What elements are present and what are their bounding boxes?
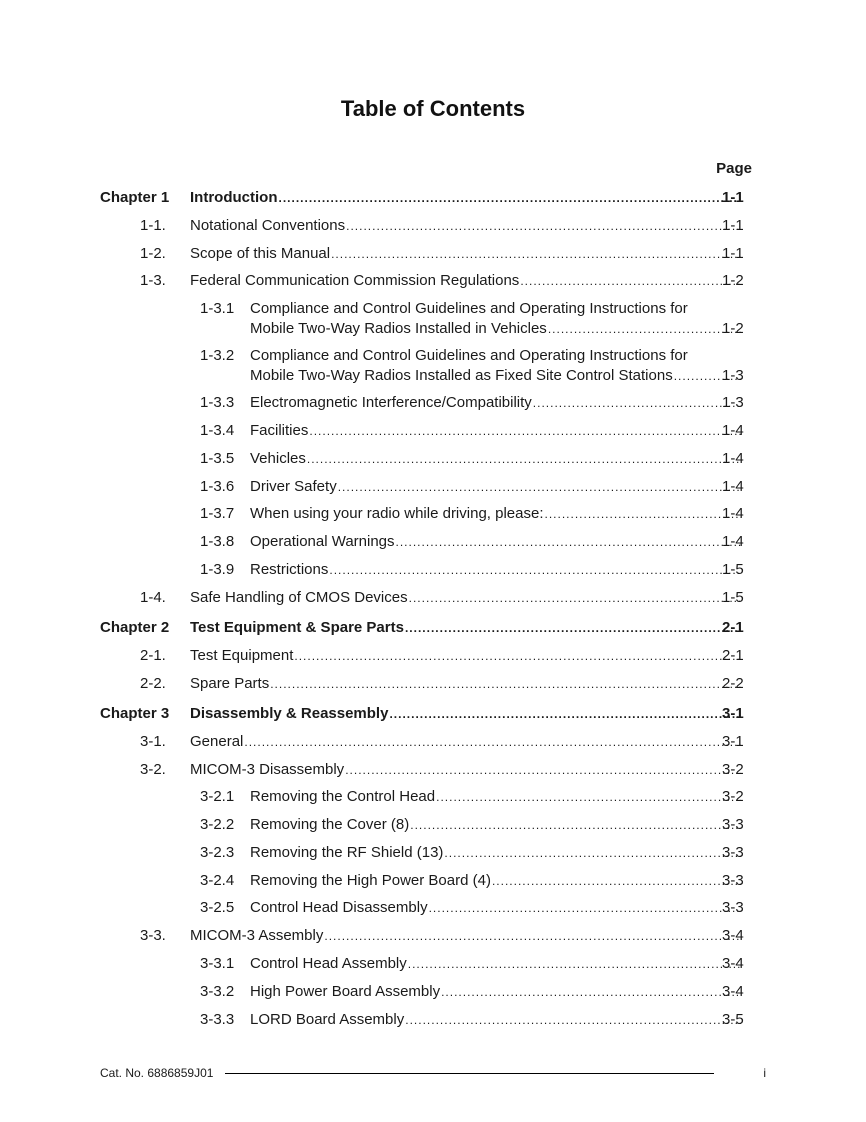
dot-leader bbox=[436, 787, 741, 807]
entry-page-number: 3-2 bbox=[722, 788, 744, 805]
entry-title: Federal Communication Commission Regulations bbox=[190, 272, 520, 289]
entry-page-number: 3-4 bbox=[722, 927, 744, 944]
entry-page-number: 1-4 bbox=[722, 533, 744, 550]
dot-leader bbox=[548, 319, 741, 339]
page-footer bbox=[100, 1066, 766, 1080]
entry-number: Chapter 2 bbox=[100, 619, 170, 636]
entry-page-number: 1-3 bbox=[722, 367, 744, 384]
entry-page-number: 1-3 bbox=[722, 394, 744, 411]
entry-title: When using your radio while driving, please: bbox=[250, 505, 544, 522]
entry-number: 1-3.9 bbox=[200, 561, 235, 578]
entry-number: 3-3.1 bbox=[200, 955, 235, 972]
entry-title: Removing the Control Head bbox=[250, 788, 436, 805]
entry-title: Introduction bbox=[190, 189, 278, 206]
entry-title: LORD Board Assembly bbox=[250, 1011, 405, 1028]
entry-number: 3-3.3 bbox=[200, 1011, 235, 1028]
dot-leader bbox=[294, 646, 741, 666]
entry-number: Chapter 3 bbox=[100, 705, 170, 722]
page-title: Table of Contents bbox=[340, 96, 526, 121]
entry-page-number: 1-5 bbox=[722, 561, 744, 578]
dot-leader bbox=[338, 477, 741, 497]
entry-number: 3-2.2 bbox=[200, 816, 235, 833]
entry-page-number: 1-2 bbox=[722, 272, 744, 289]
dot-leader bbox=[444, 843, 741, 863]
entry-number: 3-1. bbox=[140, 733, 166, 750]
entry-number: 1-3.8 bbox=[200, 533, 235, 550]
page-column-heading: Page bbox=[716, 160, 752, 177]
entry-number: 1-3.1 bbox=[200, 300, 235, 317]
entry-page-number: 3-3 bbox=[722, 844, 744, 861]
dot-leader bbox=[410, 815, 741, 835]
entry-page-number: 3-3 bbox=[722, 872, 744, 889]
dot-leader bbox=[492, 871, 741, 891]
footer-page-number: i bbox=[763, 1066, 766, 1080]
entry-number: 1-3.3 bbox=[200, 394, 235, 411]
entry-page-number: 3-3 bbox=[722, 899, 744, 916]
entry-page-number: 1-4 bbox=[722, 478, 744, 495]
entry-title: MICOM-3 Assembly bbox=[190, 927, 324, 944]
dot-leader bbox=[405, 1010, 741, 1030]
entry-number: 3-2.1 bbox=[200, 788, 235, 805]
entry-number: 2-2. bbox=[140, 675, 166, 692]
dot-leader bbox=[545, 504, 742, 524]
entry-number: 1-3.5 bbox=[200, 450, 235, 467]
entry-number: 1-1. bbox=[140, 217, 166, 234]
dot-leader bbox=[429, 898, 741, 918]
entry-page-number: 1-1 bbox=[722, 189, 744, 206]
entry-number: 1-3.4 bbox=[200, 422, 235, 439]
dot-leader bbox=[441, 982, 741, 1002]
entry-number: 1-3.7 bbox=[200, 505, 235, 522]
entry-page-number: 3-1 bbox=[722, 733, 744, 750]
entry-number: 2-1. bbox=[140, 647, 166, 664]
entry-title: Vehicles bbox=[250, 450, 306, 467]
entry-number: 1-3. bbox=[140, 272, 166, 289]
entry-title: MICOM-3 Disassembly bbox=[190, 761, 345, 778]
entry-title: Test Equipment & Spare Parts bbox=[190, 619, 404, 636]
entry-title: Electromagnetic Interference/Compatibility bbox=[250, 394, 532, 411]
entry-page-number: 1-4 bbox=[722, 422, 744, 439]
dot-leader bbox=[409, 588, 741, 608]
entry-number: 3-2.3 bbox=[200, 844, 235, 861]
entry-title: Removing the Cover (8) bbox=[250, 816, 410, 833]
entry-title: High Power Board Assembly bbox=[250, 983, 441, 1000]
entry-number: 1-4. bbox=[140, 589, 166, 606]
dot-leader bbox=[520, 271, 741, 291]
entry-page-number: 1-4 bbox=[722, 505, 744, 522]
dot-leader bbox=[244, 732, 741, 752]
entry-title: Compliance and Control Guidelines and Operating Instructions for bbox=[250, 300, 688, 317]
entry-number: 1-2. bbox=[140, 245, 166, 262]
entry-page-number: 3-2 bbox=[722, 761, 744, 778]
entry-title: Driver Safety bbox=[250, 478, 337, 495]
entry-number: 3-3. bbox=[140, 927, 166, 944]
dot-leader bbox=[309, 421, 741, 441]
dot-leader bbox=[278, 188, 741, 208]
entry-number: Chapter 1 bbox=[100, 189, 170, 206]
entry-title-continued: Mobile Two-Way Radios Installed as Fixed Site Control Stations bbox=[250, 367, 673, 384]
entry-page-number: 3-1 bbox=[722, 705, 744, 722]
entry-page-number: 2-1 bbox=[722, 619, 744, 636]
catalog-number: Cat. No. 6886859J01 bbox=[100, 1066, 214, 1080]
dot-leader bbox=[389, 704, 741, 724]
entry-page-number: 1-5 bbox=[722, 589, 744, 606]
entry-page-number: 2-2 bbox=[722, 675, 744, 692]
dot-leader bbox=[329, 560, 741, 580]
footer-rule bbox=[225, 1073, 714, 1074]
entry-title: Disassembly & Reassembly bbox=[190, 705, 389, 722]
entry-number: 3-2. bbox=[140, 761, 166, 778]
entry-number: 1-3.6 bbox=[200, 478, 235, 495]
entry-number: 1-3.2 bbox=[200, 347, 235, 364]
entry-title: Spare Parts bbox=[190, 675, 270, 692]
dot-leader bbox=[408, 954, 741, 974]
entry-title: Safe Handling of CMOS Devices bbox=[190, 589, 408, 606]
entry-page-number: 3-3 bbox=[722, 816, 744, 833]
entry-title: Removing the RF Shield (13) bbox=[250, 844, 444, 861]
entry-number: 3-3.2 bbox=[200, 983, 235, 1000]
entry-title: Removing the High Power Board (4) bbox=[250, 872, 491, 889]
entry-title: Operational Warnings bbox=[250, 533, 395, 550]
dot-leader bbox=[270, 674, 741, 694]
entry-title: Control Head Assembly bbox=[250, 955, 407, 972]
entry-title: Control Head Disassembly bbox=[250, 899, 428, 916]
dot-leader bbox=[396, 532, 741, 552]
entry-title: Test Equipment bbox=[190, 647, 294, 664]
entry-page-number: 1-2 bbox=[722, 320, 744, 337]
entry-page-number: 1-4 bbox=[722, 450, 744, 467]
entry-number: 3-2.5 bbox=[200, 899, 235, 916]
entry-page-number: 3-5 bbox=[722, 1011, 744, 1028]
entry-title: Notational Conventions bbox=[190, 217, 346, 234]
entry-page-number: 1-1 bbox=[722, 217, 744, 234]
dot-leader bbox=[405, 618, 741, 638]
dot-leader bbox=[346, 216, 741, 236]
entry-title: Facilities bbox=[250, 422, 309, 439]
dot-leader bbox=[533, 393, 741, 413]
dot-leader bbox=[324, 926, 741, 946]
entry-title: General bbox=[190, 733, 244, 750]
entry-title: Compliance and Control Guidelines and Operating Instructions for bbox=[250, 347, 688, 364]
entry-page-number: 3-4 bbox=[722, 955, 744, 972]
dot-leader bbox=[307, 449, 741, 469]
entry-title: Scope of this Manual bbox=[190, 245, 331, 262]
dot-leader bbox=[345, 760, 741, 780]
entry-page-number: 1-1 bbox=[722, 245, 744, 262]
entry-page-number: 2-1 bbox=[722, 647, 744, 664]
entry-title-continued: Mobile Two-Way Radios Installed in Vehicles bbox=[250, 320, 547, 337]
entry-title: Restrictions bbox=[250, 561, 329, 578]
entry-page-number: 3-4 bbox=[722, 983, 744, 1000]
entry-number: 3-2.4 bbox=[200, 872, 235, 889]
dot-leader bbox=[331, 244, 741, 264]
